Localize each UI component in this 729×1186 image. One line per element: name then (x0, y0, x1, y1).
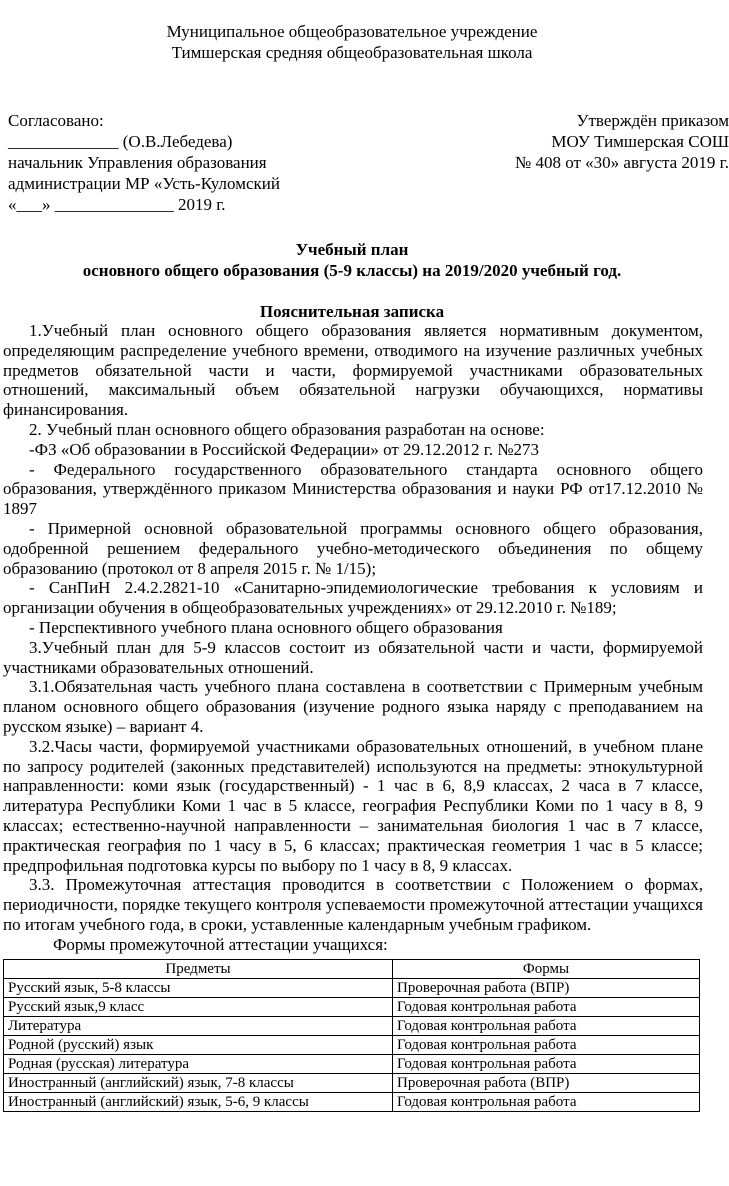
table-row (4, 998, 700, 1017)
form-cell: Годовая контрольная работа (393, 1055, 700, 1074)
table-row (4, 1093, 700, 1112)
form-cell: Годовая контрольная работа (393, 1036, 700, 1055)
table-row (4, 1055, 700, 1074)
subject-cell: Родная (русская) литература (4, 1055, 393, 1074)
subject-cell: Иностранный (английский) язык, 5-6, 9 классы (4, 1093, 393, 1112)
subject-cell: Родной (русский) язык (4, 1036, 393, 1055)
paragraph-1: 1.Учебный план основного общего образования является нормативным документом, определяющим распределение учебного времени, отводимого на изучение различных учебных предметов обязательной части и части, формируемой участниками образовательных отношений, максимальный объем обязательной нагрузки обучающихся, нормативы финансирования. (3, 321, 703, 420)
table-row (4, 979, 700, 998)
plan-title: Учебный план (295, 240, 409, 259)
subject-cell: Русский язык,9 класс (4, 998, 393, 1017)
approval-position-1: начальник Управления образования (8, 153, 267, 172)
note-title: Пояснительная записка (259, 302, 445, 321)
approved-line-1: Утверждён приказом (576, 111, 729, 130)
paragraph-sanpin: - СанПиН 2.4.2.2821-10 «Санитарно-эпидемиологические требования к условиям и организации обучения в общеобразовательных учреждениях» от 29.12.2010 г. №189; (3, 578, 703, 618)
paragraph-standard: - Федерального государственного образовательного стандарта основного общего образования, утверждённого приказом Министерства образования и науки РФ от17.12.2010 № 1897 (3, 459, 703, 519)
form-cell: Проверочная работа (ВПР) (393, 1074, 700, 1093)
paragraph-2: 2. Учебный план основного общего образования разработан на основе: (29, 419, 545, 439)
subject-cell: Иностранный (английский) язык, 7-8 классы (4, 1074, 393, 1093)
school-org-line: Муниципальное общеобразовательное учреждение (166, 22, 538, 41)
plan-subtitle: основного общего образования (5-9 классы) на 2019/2020 учебный год. (82, 261, 622, 280)
paragraph-perspective: - Перспективного учебного плана основного общего образования (29, 617, 503, 637)
explanatory-note (3, 321, 703, 955)
form-cell: Годовая контрольная работа (393, 1017, 700, 1036)
paragraph-3: 3.Учебный план для 5-9 классов состоит из обязательной части и части, формируемой участниками образовательных отношений. (3, 637, 703, 677)
form-cell: Годовая контрольная работа (393, 1093, 700, 1112)
school-name-line: Тимшерская средняя общеобразовательная школа (171, 43, 533, 62)
table-header-row (4, 960, 700, 979)
approved-line-2: МОУ Тимшерская СОШ (551, 132, 729, 151)
attestation-table (3, 959, 700, 1112)
approval-title: Согласовано: (8, 111, 104, 130)
paragraph-3-3: 3.3. Промежуточная аттестация проводится в соответствии с Положением о формах, периодичности, порядке текущего контроля успеваемости промежуточной аттестации учащихся по итогам учебного года, в сроки, уставленные календарным учебным графиком. (3, 875, 703, 934)
approval-date: «___» ______________ 2019 г. (8, 195, 226, 214)
header-subjects: Предметы (4, 960, 393, 979)
form-cell: Годовая контрольная работа (393, 998, 700, 1017)
approval-block-left (8, 110, 280, 215)
paragraph-3-1: 3.1.Обязательная часть учебного плана составлена в соответствии с Примерным учебным планом основного общего образования (изучение родного языка наряду с преподаванием на русском языке) – вариант 4. (3, 677, 703, 736)
paragraph-forms: Формы промежуточной аттестации учащихся: (53, 934, 388, 954)
approval-signature: _____________ (О.В.Лебедева) (8, 132, 233, 151)
table-row (4, 1036, 700, 1055)
form-cell: Проверочная работа (ВПР) (393, 979, 700, 998)
paragraph-law: -ФЗ «Об образовании в Российской Федерации» от 29.12.2012 г. №273 (29, 439, 540, 459)
header-forms: Формы (393, 960, 700, 979)
paragraph-program: - Примерной основной образовательной программы основного общего образования, одобренной решением федерального учебно-методического объединения по общему образованию (протокол от 8 апреля 2015 г. № 1/15); (3, 518, 703, 578)
approval-position-2: администрации МР «Усть-Куломский (8, 174, 280, 193)
approved-line-3: № 408 от «30» августа 2019 г. (514, 153, 729, 172)
table-row (4, 1074, 700, 1093)
subject-cell: Русский язык, 5-8 классы (4, 979, 393, 998)
table-row (4, 1017, 700, 1036)
subject-cell: Литература (4, 1017, 393, 1036)
paragraph-3-2: 3.2.Часы части, формируемой участниками образовательных отношений, в учебном плане по запросу родителей (законных представителей) используются на предметы: этнокультурной направленности: коми язык (государственный) - 1 час в 6, 8,9 классах, 2 часа в 7 классе, литература Республики Коми 1 час в 5 классе, география Республики Коми по 1 часу в 8, 9 классах; естественно-научной направленности – занимательная биология 1 час в 7 классе, практическая география по 1 часу в 5, 6 классах; практическая геометрия 1 час в 5 классе; предпрофильная подготовка курсы по выбору по 1 часу в 8, 9 классах. (3, 736, 703, 875)
approval-block-right (515, 110, 729, 173)
